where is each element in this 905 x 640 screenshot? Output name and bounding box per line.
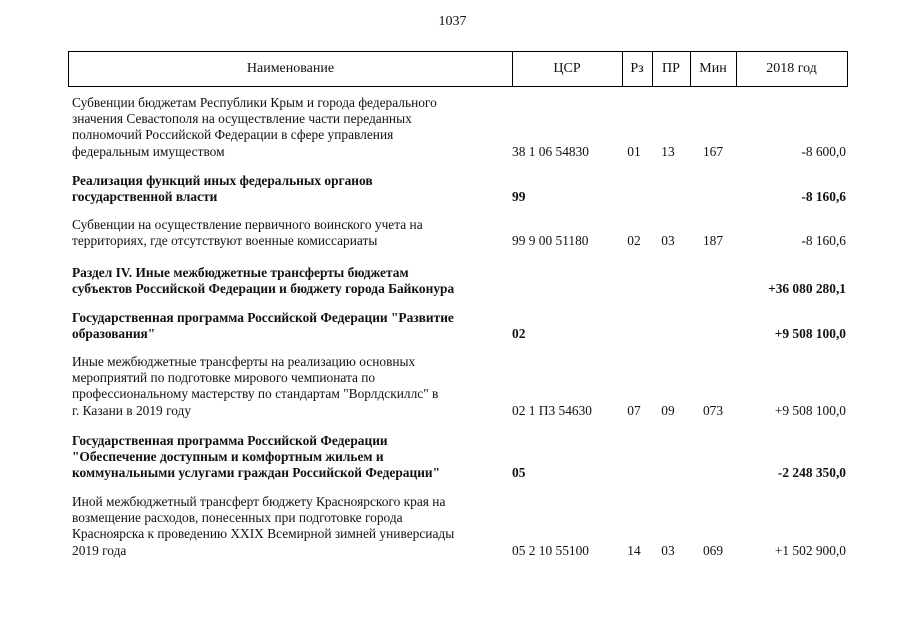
row-name-line: Субвенции на осуществление первичного воинского учета на bbox=[72, 217, 423, 232]
header-min: Мин bbox=[699, 61, 727, 76]
row-sum: +1 502 900,0 bbox=[774, 542, 846, 558]
row-name-line: полномочий Российской Федерации в сфере управления bbox=[72, 127, 394, 143]
row-name bbox=[72, 433, 509, 482]
row-csr: 05 bbox=[512, 465, 526, 481]
row-sum: +9 508 100,0 bbox=[774, 402, 846, 418]
row-name bbox=[72, 173, 509, 205]
row-name bbox=[72, 95, 509, 160]
row-name-line: Государственная программа Российской Федерации "Развитие bbox=[72, 310, 454, 325]
row-name-line: Субвенции бюджетам Республики Крым и города федерального bbox=[72, 95, 437, 110]
row-name bbox=[72, 310, 509, 342]
row-pr: 13 bbox=[661, 143, 675, 159]
header-year: 2018 год bbox=[766, 61, 817, 76]
row-csr: 02 1 П3 54630 bbox=[512, 402, 592, 418]
header-rz: Рз bbox=[630, 61, 644, 76]
row-name-line: Реализация функций иных федеральных органов bbox=[72, 173, 373, 188]
row-name-line: Государственная программа Российской Федерации bbox=[72, 433, 388, 448]
row-name-line: образования" bbox=[72, 326, 156, 342]
row-name-line: "Обеспечение доступным и комфортным жильем и bbox=[72, 449, 384, 465]
row-name-line: коммунальными услугами граждан Российской Федерации" bbox=[72, 465, 441, 481]
row-name-line: субъектов Российской Федерации и бюджету города Байконура bbox=[72, 281, 455, 297]
page-number: 1037 bbox=[438, 14, 467, 29]
row-csr: 99 9 00 51180 bbox=[512, 233, 589, 249]
row-rz: 07 bbox=[627, 402, 641, 418]
row-rz: 02 bbox=[627, 233, 641, 249]
row-min: 187 bbox=[702, 233, 724, 249]
row-csr: 99 bbox=[512, 189, 526, 205]
row-rz: 01 bbox=[627, 143, 641, 159]
row-sum: -8 600,0 bbox=[801, 143, 846, 159]
row-sum: +36 080 280,1 bbox=[768, 281, 846, 297]
row-name-line: федеральным имуществом bbox=[72, 143, 225, 159]
row-min: 069 bbox=[702, 542, 724, 558]
row-sum: -8 160,6 bbox=[801, 233, 846, 249]
header-name: Наименование bbox=[246, 61, 335, 76]
row-min: 073 bbox=[702, 402, 724, 418]
row-csr: 38 1 06 54830 bbox=[512, 143, 589, 159]
row-name-line: территориях, где отсутствуют военные комиссариаты bbox=[72, 233, 378, 249]
row-name-line: Раздел IV. Иные межбюджетные трансферты бюджетам bbox=[72, 265, 409, 280]
row-name bbox=[72, 494, 509, 559]
row-pr: 09 bbox=[661, 402, 675, 418]
row-sum: -8 160,6 bbox=[801, 189, 846, 205]
row-name-line: профессиональному мастерству по стандартам "Ворлдскиллс" в bbox=[72, 386, 439, 402]
header-pr: ПР bbox=[662, 61, 680, 76]
table-header bbox=[68, 51, 848, 87]
row-rz: 14 bbox=[627, 542, 641, 558]
row-name-line: мероприятий по подготовке мирового чемпионата по bbox=[72, 370, 376, 386]
row-name-line: Красноярска к проведению XXIX Всемирной зимней универсиады bbox=[72, 526, 455, 542]
row-name-line: возмещение расходов, понесенных при подготовке города bbox=[72, 510, 403, 526]
budget-table bbox=[68, 51, 848, 87]
row-sum: -2 248 350,0 bbox=[777, 465, 846, 481]
row-pr: 03 bbox=[661, 233, 675, 249]
row-min: 167 bbox=[702, 143, 724, 159]
header-csr: ЦСР bbox=[553, 61, 581, 76]
row-name bbox=[72, 265, 509, 297]
row-name-line: Иной межбюджетный трансферт бюджету Красноярского края на bbox=[72, 494, 446, 509]
row-name bbox=[72, 354, 509, 419]
row-name-line: 2019 года bbox=[72, 542, 127, 558]
row-name-line: значения Севастополя на осуществление части переданных bbox=[72, 111, 412, 127]
row-pr: 03 bbox=[661, 542, 675, 558]
row-csr: 05 2 10 55100 bbox=[512, 542, 589, 558]
row-name-line: государственной власти bbox=[72, 189, 218, 205]
row-name-line: г. Казани в 2019 году bbox=[72, 402, 192, 418]
row-sum: +9 508 100,0 bbox=[774, 326, 846, 342]
row-name-line: Иные межбюджетные трансферты на реализацию основных bbox=[72, 354, 416, 369]
row-name bbox=[72, 217, 509, 249]
row-csr: 02 bbox=[512, 326, 526, 342]
